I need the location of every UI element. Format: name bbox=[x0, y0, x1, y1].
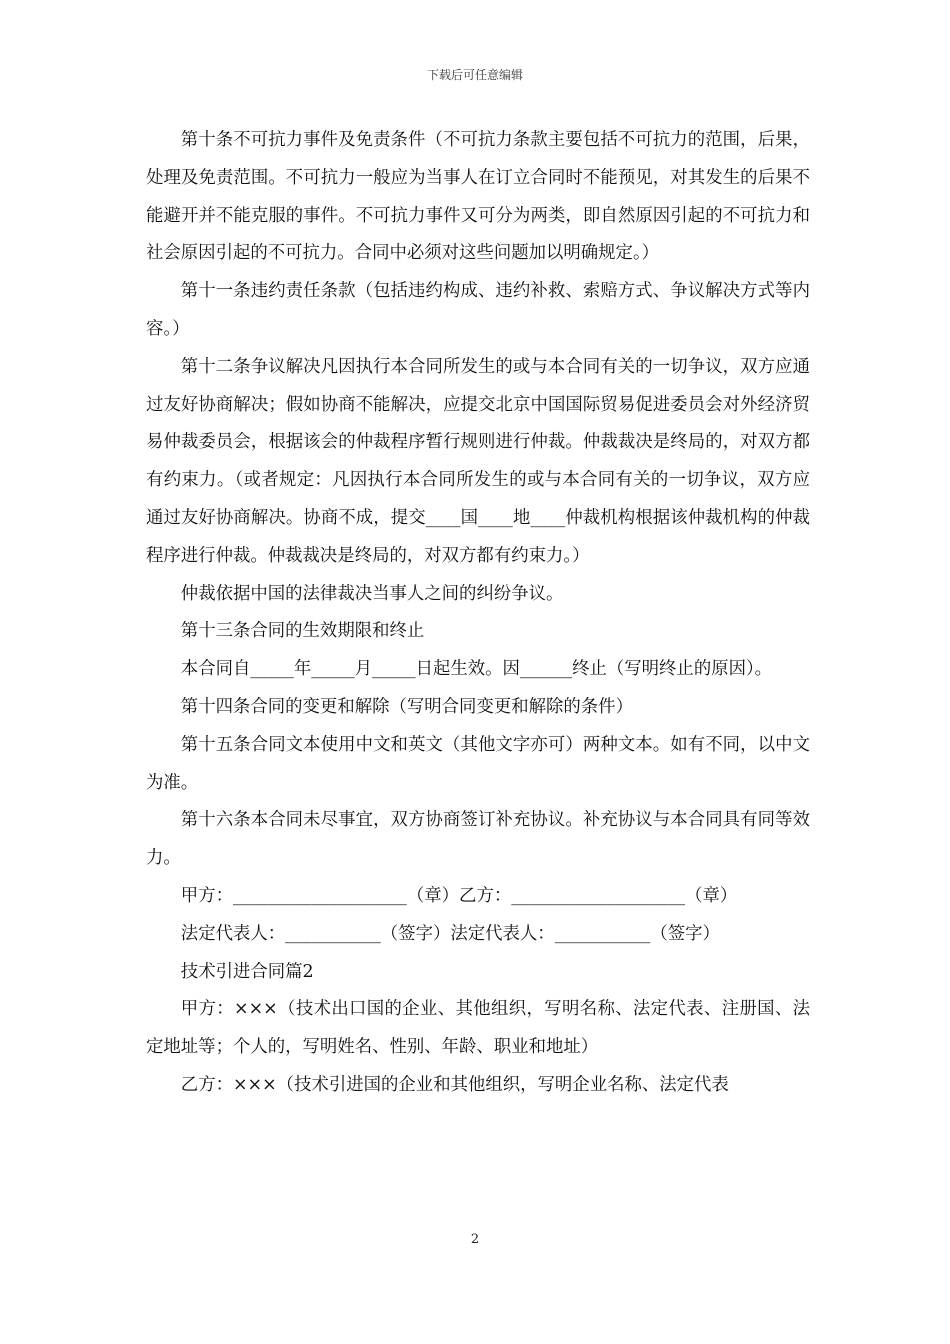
clause-13-title: 第十三条合同的生效期限和终止 bbox=[180, 621, 425, 642]
section-2-party-a: 甲方：×××（技术出口国的企业、其他组织，写明名称、法定代表、注册国、法定地址等；个人的，写明姓名、性别、年龄、职业和地址） bbox=[146, 999, 810, 1058]
clause-13-effective-date: 本合同自_____年_____月_____日起生效。因______终止（写明终止的原因）。 bbox=[180, 659, 773, 680]
section-2-title: 技术引进合同篇2 bbox=[180, 961, 314, 982]
clause-12-dispute-resolution: 第十二条争议解决凡因执行本合同所发生的或与本合同有关的一切争议，双方应通过友好协商解决；假如协商不能解决，应提交北京中国国际贸易促进委员会对外经济贸易仲裁委员会，根据该会的仲裁程序暂行规则进行仲裁。仲裁裁决是终局的，对双方都有约束力。（或者规定：凡因执行本合同所发生的或与本合同有关的一切争议，双方应通过友好协商解决。协商不成，提交____国____地____仲裁机构根据该仲裁机构的仲裁程序进行仲裁。仲裁裁决是终局的，对双方都有约束力。） bbox=[146, 356, 810, 566]
clause-15-language: 第十五条合同文本使用中文和英文（其他文字亦可）两种文本。如有不同，以中文为准。 bbox=[146, 734, 810, 793]
clause-11-liability: 第十一条违约责任条款（包括违约构成、违约补救、索赔方式、争议解决方式等内容。） bbox=[146, 281, 810, 339]
clause-16-supplement: 第十六条本合同未尽事宜，双方协商签订补充协议。补充协议与本合同具有同等效力。 bbox=[146, 810, 810, 869]
section-2-party-b: 乙方：×××（技术引进国的企业和其他组织，写明企业名称、法定代表 bbox=[180, 1074, 729, 1095]
clause-14-amendment: 第十四条合同的变更和解除（写明合同变更和解除的条件） bbox=[180, 696, 633, 717]
page-header-note: 下载后可任意编辑 bbox=[426, 68, 523, 82]
signature-party-line: 甲方：____________________（章）乙方：____________________（章） bbox=[180, 885, 738, 906]
clause-10-force-majeure: 第十条不可抗力事件及免责条件（不可抗力条款主要包括不可抗力的范围，后果，处理及免责范围。不可抗力一般应为当事人在订立合同时不能预见，对其发生的后果不能避开并不能克服的事件。不可抗力事件又可分为两类，即自然原因引起的不可抗力和社会原因引起的不可抗力。合同中必须对这些问题加以明确规定。） bbox=[146, 130, 810, 264]
arbitration-law-note: 仲裁依据中国的法律裁决当事人之间的纠纷争议。 bbox=[180, 583, 564, 604]
page-number: 2 bbox=[470, 1232, 480, 1247]
document-body bbox=[146, 122, 810, 1105]
signature-representative-line: 法定代表人：___________（签字）法定代表人：___________（签字） bbox=[180, 923, 720, 944]
